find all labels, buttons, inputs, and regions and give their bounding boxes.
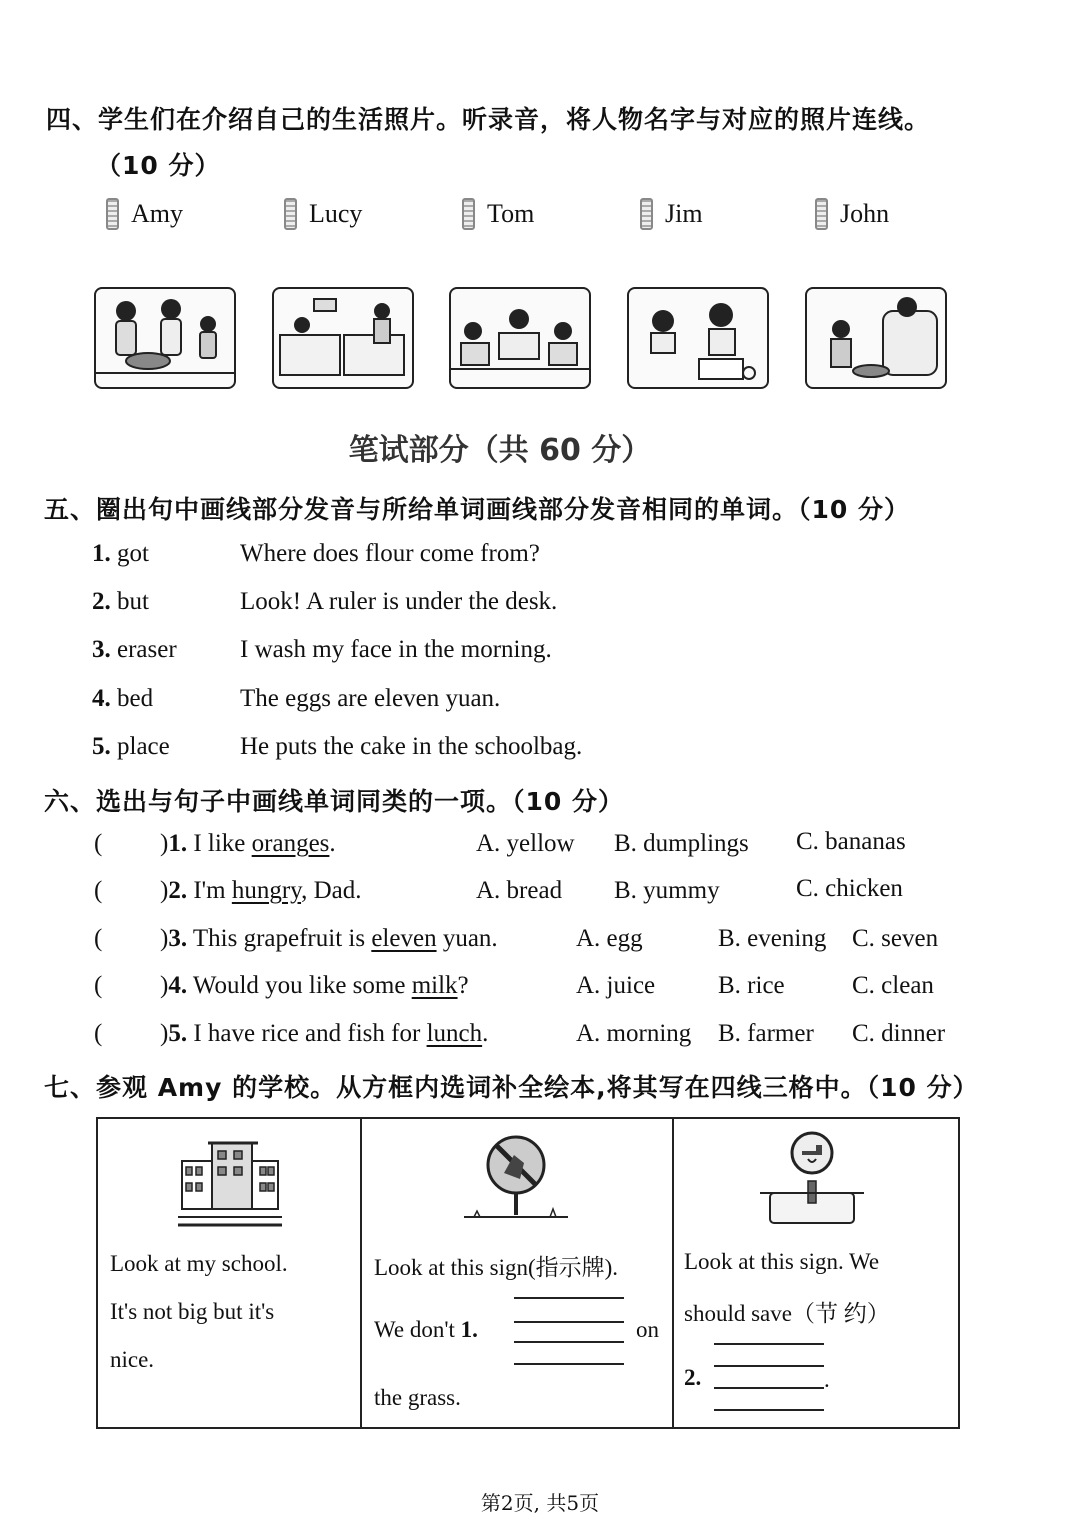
- answer-blank-1[interactable]: [514, 1341, 624, 1343]
- option-c: C. chicken: [796, 875, 903, 902]
- panel2-line3: the grass.: [374, 1385, 461, 1410]
- option-b: B. farmer: [718, 1020, 814, 1047]
- section7-title: 七、参观 Amy 的学校。从方框内选词补全绘本,将其写在四线三格中。（10 分）: [44, 1073, 979, 1102]
- panel2-line1: Look at this sign(指示牌).: [374, 1255, 619, 1280]
- question-post: , Dad.: [301, 877, 362, 904]
- writing-line: [714, 1343, 824, 1345]
- item-number: 2.: [168, 877, 188, 904]
- option-b: B. dumplings: [614, 830, 749, 857]
- s6-question2: [160, 877, 361, 905]
- answer-paren-close: ): [160, 925, 169, 952]
- tape-icon: [462, 198, 475, 230]
- name-label: Jim: [665, 199, 703, 228]
- blank-number: [684, 1365, 701, 1391]
- answer-paren-close: ): [160, 877, 169, 904]
- option-a: A. morning: [576, 1020, 692, 1047]
- name-label: Lucy: [309, 199, 363, 228]
- blank-number: 1.: [460, 1317, 478, 1342]
- s6-question1: [160, 830, 336, 858]
- photo-girls-desk: [627, 287, 769, 389]
- option-c: C. dinner: [852, 1020, 946, 1047]
- option-b: B. yummy: [614, 877, 720, 904]
- photo-washing-feet: [805, 287, 947, 389]
- underlined-word: oranges: [251, 830, 330, 857]
- picture-book-box: [96, 1117, 960, 1429]
- s5-item3: [92, 636, 177, 664]
- name-card-amy: [106, 196, 183, 232]
- page-footer: 第2页, 共5页: [480, 1491, 600, 1515]
- answer-paren-open[interactable]: (: [94, 1020, 103, 1047]
- option-b: B. evening: [718, 925, 827, 952]
- name-card-jim: [640, 196, 703, 232]
- option-c: C. seven: [852, 925, 939, 952]
- question-post: ?: [457, 972, 469, 999]
- answer-paren-open[interactable]: (: [94, 972, 103, 999]
- section6-title: 六、选出与句子中画线单词同类的一项。（10 分）: [44, 787, 624, 816]
- option-b: B. rice: [718, 972, 785, 999]
- given-word: eraser: [117, 636, 177, 663]
- s6-question3: [160, 925, 498, 953]
- answer-paren-close: ): [160, 830, 169, 857]
- option-a: A. yellow: [476, 830, 575, 857]
- option-c: C. clean: [852, 972, 934, 999]
- answer-paren-close: ): [160, 1020, 169, 1047]
- tape-icon: [640, 198, 653, 230]
- given-word: got: [117, 540, 149, 567]
- option-a: A. bread: [476, 877, 563, 904]
- panel1-line1: Look at my school.: [110, 1251, 288, 1276]
- s5-item1: [92, 540, 149, 568]
- written-part-title: 笔试部分（共 60 分）: [348, 433, 652, 468]
- writing-line: [714, 1365, 824, 1367]
- panel-school: [98, 1119, 362, 1427]
- given-word: bed: [117, 685, 154, 712]
- panel3-line1: Look at this sign. We: [684, 1249, 880, 1274]
- name-label: Tom: [487, 199, 535, 228]
- given-word: but: [117, 588, 149, 615]
- school-building-icon: [178, 1133, 282, 1229]
- s5-item2: [92, 588, 149, 616]
- s5-sentence5: He puts the cake in the schoolbag.: [240, 733, 583, 760]
- tape-icon: [284, 198, 297, 230]
- panel1-line3: nice.: [110, 1347, 155, 1372]
- photo-bedroom: [272, 287, 414, 389]
- underlined-word: eleven: [371, 925, 437, 952]
- underlined-word: lunch: [426, 1020, 483, 1047]
- s6-question4: [160, 972, 469, 1000]
- name-card-lucy: [284, 196, 362, 232]
- writing-line: [514, 1363, 624, 1365]
- item-number: 3.: [92, 636, 111, 663]
- s5-sentence2: Look! A ruler is under the desk.: [240, 588, 558, 615]
- answer-blank-2[interactable]: [714, 1387, 824, 1389]
- writing-line: [514, 1321, 624, 1323]
- answer-paren-open[interactable]: (: [94, 877, 103, 904]
- panel3-line2: should save（节 约）: [684, 1301, 890, 1326]
- no-walking-on-grass-sign-icon: [464, 1133, 568, 1225]
- question-post: .: [482, 1020, 489, 1047]
- option-a: A. juice: [576, 972, 656, 999]
- panel3-period: .: [824, 1367, 830, 1392]
- section4-score: （10 分）: [96, 151, 221, 180]
- s5-sentence3: I wash my face in the morning.: [240, 636, 552, 663]
- photo-reading: [449, 287, 591, 389]
- question-pre: I'm: [193, 877, 232, 904]
- option-a: A. egg: [576, 925, 643, 952]
- item-number: 5.: [92, 733, 111, 760]
- option-c: C. bananas: [796, 828, 906, 855]
- s6-question5: [160, 1020, 488, 1048]
- question-pre: This grapefruit is: [192, 925, 372, 952]
- question-pre: Would you like some: [192, 972, 412, 999]
- s5-sentence4: The eggs are eleven yuan.: [240, 685, 501, 712]
- name-card-john: [815, 196, 889, 232]
- writing-line: [714, 1409, 824, 1411]
- question-post: yuan.: [436, 925, 498, 952]
- panel2-text-b: on: [636, 1317, 659, 1342]
- section4-title: 四、学生们在介绍自己的生活照片。听录音，将人物名字与对应的照片连线。: [46, 105, 931, 134]
- photo-cooking: [94, 287, 236, 389]
- panel1-line2: It's not big but it's: [110, 1299, 275, 1324]
- item-number: 1.: [168, 830, 188, 857]
- writing-line: [514, 1297, 624, 1299]
- save-water-tap-icon: [760, 1131, 864, 1231]
- answer-paren-close: ): [160, 972, 169, 999]
- name-label: John: [840, 199, 890, 228]
- s5-item4: [92, 685, 153, 713]
- s5-sentence1: Where does flour come from?: [240, 540, 540, 567]
- name-card-tom: [462, 196, 534, 232]
- tape-icon: [106, 198, 119, 230]
- question-pre: I like: [193, 830, 252, 857]
- item-number: 5.: [168, 1020, 188, 1047]
- item-number: 4.: [92, 685, 111, 712]
- blank-number-text: 2.: [684, 1365, 702, 1390]
- item-number: 1.: [92, 540, 111, 567]
- name-label: Amy: [131, 199, 183, 228]
- answer-paren-open[interactable]: (: [94, 925, 103, 952]
- underlined-word: hungry: [231, 877, 302, 904]
- question-pre: I have rice and fish for: [193, 1020, 427, 1047]
- given-word: place: [117, 733, 170, 760]
- item-number: 3.: [168, 925, 188, 952]
- underlined-word: milk: [411, 972, 458, 999]
- answer-paren-open[interactable]: (: [94, 830, 103, 857]
- panel2-line2: [374, 1317, 478, 1343]
- panel-save-water: [674, 1119, 958, 1427]
- item-number: 2.: [92, 588, 111, 615]
- panel2-text-a: We don't: [374, 1317, 461, 1342]
- item-number: 4.: [168, 972, 188, 999]
- tape-icon: [815, 198, 828, 230]
- panel-grass-sign: [362, 1119, 674, 1427]
- s5-item5: [92, 733, 170, 761]
- section5-title: 五、圈出句中画线部分发音与所给单词画线部分发音相同的单词。（10 分）: [44, 495, 910, 524]
- question-post: .: [329, 830, 336, 857]
